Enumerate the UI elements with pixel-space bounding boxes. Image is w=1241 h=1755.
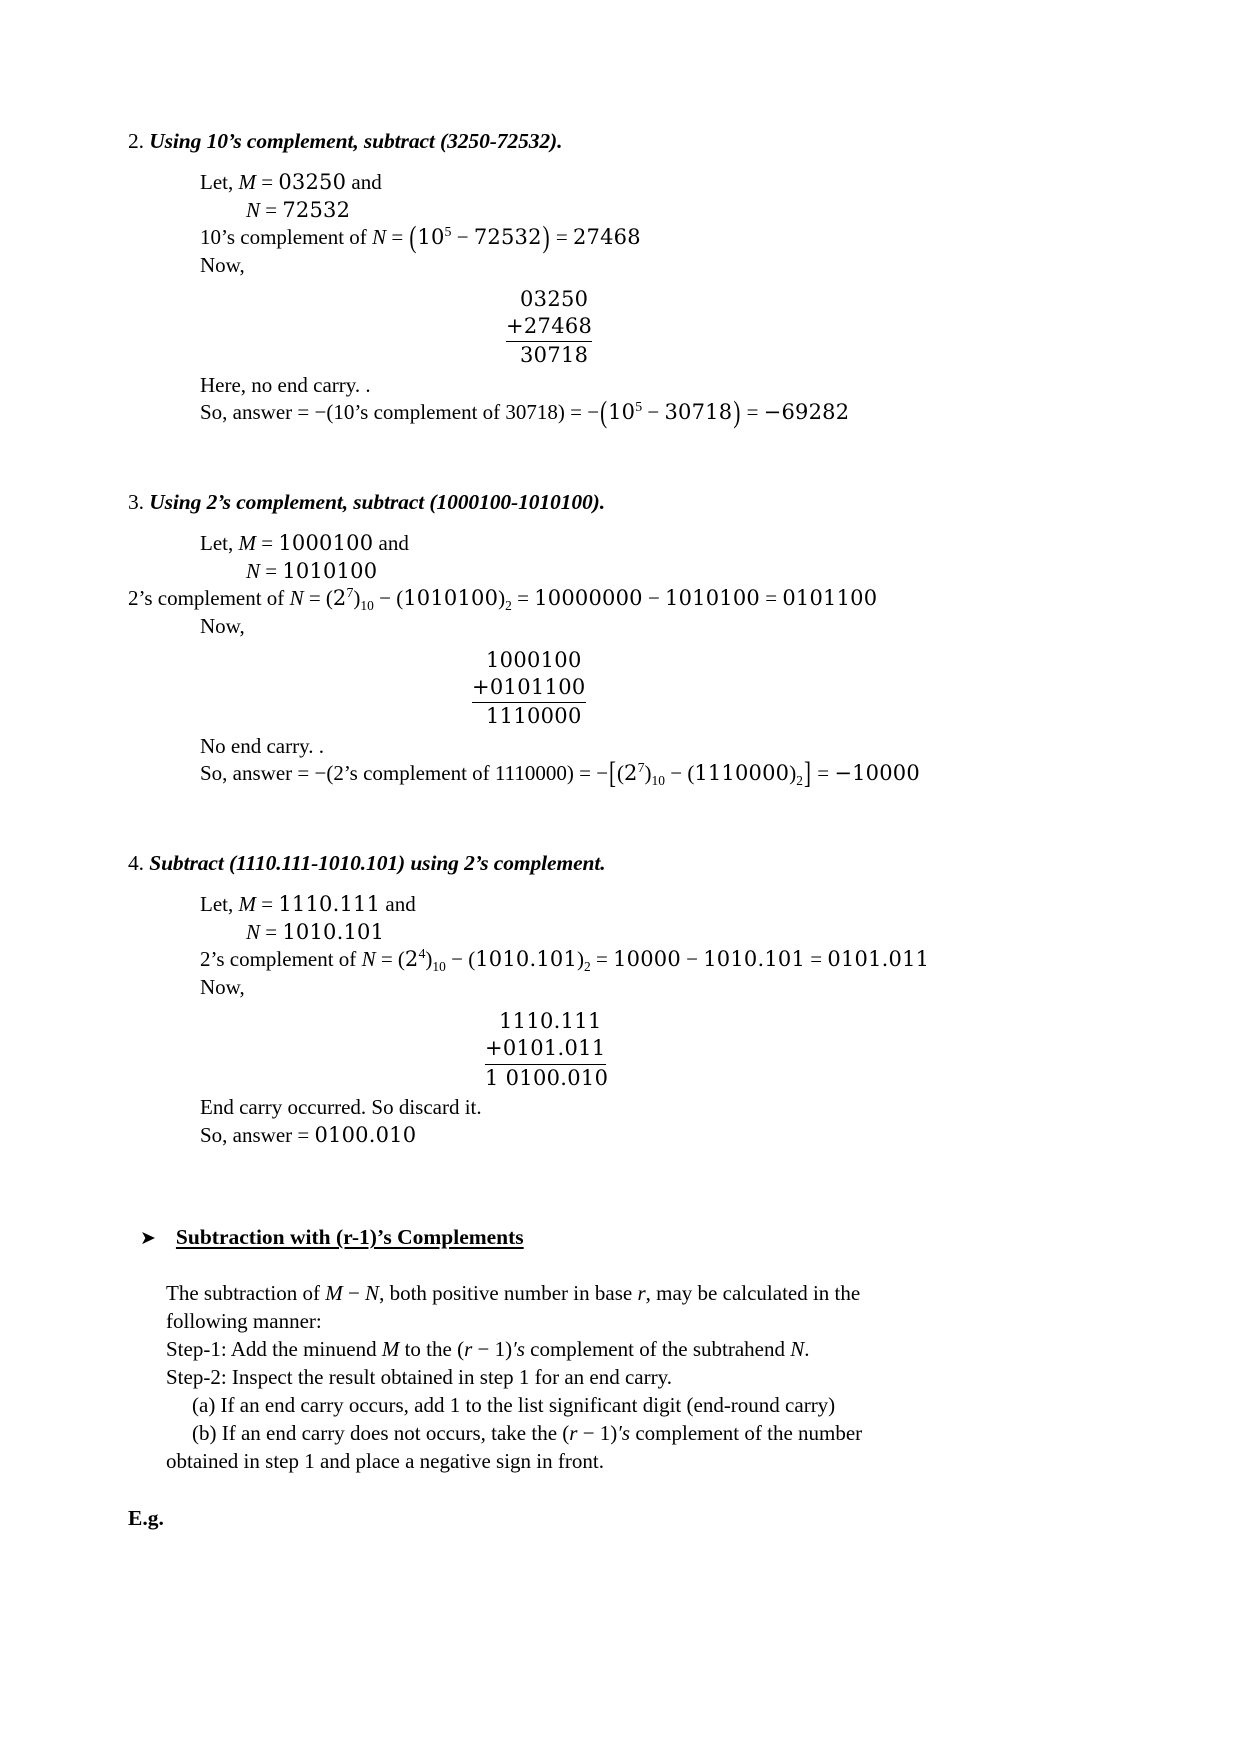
intro-text-b: , both positive number in base <box>379 1281 633 1306</box>
complement-equals-2: = <box>595 947 608 972</box>
complement-equals-2: = <box>517 586 529 611</box>
answer-negate-close: ) <box>566 761 574 786</box>
problem-4-let-m <box>200 891 1118 919</box>
addend-top: 1000100 <box>486 647 582 672</box>
step-2a-line: (a) If an end carry occurs, add 1 to the list significant digit (end-round carry) <box>192 1392 836 1417</box>
complement-prefix: 2’s complement of <box>200 947 357 972</box>
problem-2-now <box>200 252 1118 280</box>
answer-inner-minus: − <box>647 400 660 425</box>
problem-2-number: 2. <box>128 129 144 153</box>
problem-4-answer <box>200 1122 1118 1150</box>
complement-variable: N <box>289 586 304 611</box>
answer-bracket-open: [ <box>609 755 617 791</box>
complement-subscript-2: 2 <box>505 598 512 614</box>
step-1-text-c: complement of the subtrahend <box>530 1337 785 1362</box>
complement-prefix: 10’s complement of <box>200 225 367 250</box>
complement-mid-2: 1010100 <box>665 586 760 611</box>
problem-4-carry-note: End carry occurred. So discard it. <box>200 1094 482 1119</box>
m-value: 1110.111 <box>278 892 381 917</box>
step-2b-paren-close: ) <box>610 1420 618 1445</box>
problem-4-now <box>200 974 1118 1002</box>
problem-3-let-n <box>200 558 1118 586</box>
complement-equals-3: = <box>810 947 823 972</box>
complement-variable: N <box>361 947 376 972</box>
complement-subscript-2: 2 <box>584 959 591 975</box>
step-2b-line-2: obtained in step 1 and place a negative sign in front. <box>166 1448 604 1473</box>
n-variable: N <box>246 558 261 583</box>
answer-exponent: 5 <box>635 399 643 415</box>
problem-4-work <box>200 891 1118 1149</box>
addition-result: 1 0100.010 <box>485 1065 609 1090</box>
complement-equals: = <box>380 947 393 972</box>
problem-4-let-n <box>200 919 1118 947</box>
problem-3-complement-line <box>128 585 1118 613</box>
complement-result: 0101100 <box>782 586 878 611</box>
intro-text-c: , may be calculated in the <box>645 1281 861 1306</box>
arrow-bullet-icon: ➤ <box>140 1228 156 1250</box>
problem-3-number: 3. <box>128 490 144 515</box>
intro-n-variable: N <box>365 1281 380 1306</box>
answer-final-value: 0100.010 <box>314 1122 417 1147</box>
paren-close-2: ) <box>577 947 585 972</box>
answer-exponent: 7 <box>637 760 645 776</box>
answer-negate-close: ) <box>557 400 565 425</box>
n-equals: = <box>265 558 278 583</box>
now-label: Now, <box>200 614 245 639</box>
problem-4-addition-block <box>485 1008 1118 1092</box>
complement-operand: 1010100 <box>403 586 499 611</box>
answer-subscript-2: 2 <box>796 773 803 789</box>
step-2-line <box>166 1364 1046 1392</box>
n-equals: = <box>265 197 278 222</box>
m-equals: = <box>261 530 274 555</box>
complement-operand: 72532 <box>473 225 542 250</box>
addition-result: 1110000 <box>486 704 582 729</box>
intro-line-1 <box>166 1280 1046 1308</box>
n-equals: = <box>265 919 278 944</box>
addend-top: 03250 <box>520 286 589 311</box>
intro-text-a: The subtraction of <box>166 1281 320 1306</box>
step-2-text: Inspect the result obtained in step 1 for an end carry. <box>231 1365 672 1389</box>
answer-minus-2: − <box>596 761 609 786</box>
m-equals: = <box>261 892 274 917</box>
answer-label: So, answer <box>200 1122 293 1147</box>
m-variable: M <box>238 892 256 917</box>
n-value: 1010100 <box>282 558 378 583</box>
complement-exponent: 5 <box>444 224 452 240</box>
answer-label: So, answer <box>200 761 293 786</box>
section-title: Subtraction with (r-1)’s Complements <box>175 1225 524 1250</box>
complement-base: 2 <box>332 586 347 611</box>
complement-equals: = <box>391 225 404 250</box>
problem-3-carry-note: No end carry. . <box>200 733 325 758</box>
now-label: Now, <box>200 253 245 278</box>
and-word: and <box>351 169 382 194</box>
page-content <box>128 128 1118 1531</box>
answer-label: So, answer <box>200 400 293 425</box>
answer-equals-3: = <box>746 400 759 425</box>
step-1-paren-open: ( <box>457 1337 465 1362</box>
complement-operand: 1010.101 <box>475 947 578 972</box>
answer-complement-text: 10’s complement of 30718 <box>333 400 558 425</box>
complement-exponent: 4 <box>418 946 426 962</box>
answer-complement-text: 2’s complement of 1110000 <box>333 761 567 786</box>
problem-3-title: Using 2’s complement, subtract (1000100-1010100). <box>149 490 605 515</box>
problem-3-let-m <box>200 530 1118 558</box>
complement-prefix: 2’s complement of <box>128 586 285 611</box>
step-1-line <box>166 1336 1046 1364</box>
complement-minus-2: − <box>647 586 660 611</box>
step-1-m-variable: M <box>381 1337 400 1362</box>
answer-bracket-close: ] <box>803 755 811 791</box>
n-variable: N <box>246 197 261 222</box>
complement-exponent: 7 <box>346 585 354 601</box>
intro-r-variable: r <box>637 1281 646 1306</box>
complement-equals-2: = <box>555 225 568 250</box>
answer-equals-2: = <box>570 400 582 425</box>
problem-2-title: Using 10’s complement, subtract (3250-72532). <box>149 129 563 153</box>
complement-equals: = <box>308 586 321 611</box>
answer-paren-close-2: ) <box>789 761 797 786</box>
step-1-text-b: to the <box>404 1337 452 1362</box>
paren-open: ( <box>397 947 405 972</box>
addend-bottom: +0101100 <box>472 674 586 703</box>
step-1-paren-close: ) <box>505 1337 513 1362</box>
answer-final-value: −10000 <box>834 761 920 786</box>
answer-paren-open-2: ( <box>687 761 695 786</box>
problem-3-addition-block <box>472 647 1118 731</box>
complement-result: 27468 <box>572 225 641 250</box>
problem-2-complement-line <box>200 219 1118 255</box>
answer-paren-close: ) <box>644 761 652 786</box>
step-1-text-a: Add the minuend <box>230 1337 377 1362</box>
let-label: Let, <box>200 530 234 555</box>
answer-base: 10 <box>608 400 636 425</box>
step-2b-text-b: complement of the number <box>635 1420 863 1445</box>
answer-operand: 1110000 <box>694 761 790 786</box>
problem-2-let-m <box>200 169 1118 197</box>
problem-4-title: Subtract (1110.111-1010.101) using 2’s complement. <box>149 851 606 876</box>
problem-2-carry-note: Here, no end carry. . <box>200 372 371 397</box>
step-1-n-variable: N <box>790 1337 805 1362</box>
complement-mid-2: 1010.101 <box>703 947 806 972</box>
paren-close-2: ) <box>498 586 506 611</box>
step-1-label: Step-1: <box>166 1337 227 1362</box>
answer-negate-open: −( <box>314 400 334 425</box>
step-2b-r-variable: r <box>569 1420 578 1445</box>
step-1-s-suffix: ′s <box>512 1337 525 1362</box>
intro-line-2: following manner: <box>166 1309 322 1334</box>
problem-2-answer <box>200 394 1118 430</box>
step-2-label: Step-2: <box>166 1365 227 1389</box>
let-label: Let, <box>200 892 234 917</box>
section-heading <box>140 1225 1118 1250</box>
answer-paren-open: ( <box>600 394 608 430</box>
intro-minus: − <box>347 1281 360 1306</box>
complement-base: 2 <box>404 947 419 972</box>
answer-negate-open: −( <box>314 761 334 786</box>
answer-equals-2: = <box>579 761 591 786</box>
and-word: and <box>378 530 409 555</box>
addition-result: 30718 <box>520 343 589 368</box>
m-equals: = <box>261 169 274 194</box>
complement-minus: − <box>451 947 463 972</box>
m-variable: M <box>238 169 256 194</box>
answer-paren-open: ( <box>617 761 625 786</box>
problem-3-now <box>200 613 1118 641</box>
step-1-minus: − <box>477 1337 490 1362</box>
complement-minus: − <box>456 225 469 250</box>
complement-subscript: 10 <box>432 959 446 975</box>
answer-inner-minus: − <box>670 761 683 786</box>
now-label: Now, <box>200 975 245 1000</box>
step-2b-paren-open: ( <box>562 1420 570 1445</box>
m-value: 1000100 <box>278 530 374 555</box>
step-2b-minus: − <box>582 1420 595 1445</box>
problem-3-heading <box>128 489 1118 516</box>
problem-2-let-n <box>200 197 1118 225</box>
answer-equals: = <box>297 1122 310 1147</box>
step-2b-text-a: (b) If an end carry does not occurs, take the <box>192 1420 558 1445</box>
step-2b-line <box>166 1420 1046 1448</box>
answer-minus-2: − <box>587 400 600 425</box>
answer-subscript: 10 <box>651 773 665 789</box>
step-1-period: . <box>804 1337 810 1362</box>
complement-base: 10 <box>417 225 445 250</box>
n-value: 1010.101 <box>282 919 385 944</box>
complement-minus-2: − <box>686 947 698 972</box>
answer-equals-3: = <box>817 761 830 786</box>
answer-equals: = <box>297 761 310 786</box>
intro-m-variable: M <box>325 1281 343 1306</box>
let-label: Let, <box>200 169 234 194</box>
complement-minus: − <box>379 586 391 611</box>
section-body <box>166 1280 1046 1475</box>
addend-bottom: +0101.011 <box>485 1035 606 1064</box>
eg-label: E.g. <box>128 1505 164 1530</box>
problem-2-addition-block <box>506 286 1118 370</box>
problem-2-heading <box>128 128 1118 155</box>
complement-mid-1: 10000 <box>613 947 681 972</box>
problem-4-complement-line <box>200 946 1118 974</box>
paren-close: ) <box>353 586 361 611</box>
complement-equals-3: = <box>765 586 778 611</box>
answer-equals: = <box>297 400 310 425</box>
problem-3-answer <box>200 755 1118 791</box>
step-2b-one: 1 <box>599 1420 611 1445</box>
complement-subscript: 10 <box>360 598 374 614</box>
n-value: 72532 <box>282 197 351 222</box>
answer-paren-close: ) <box>733 394 741 430</box>
complement-result: 0101.011 <box>827 947 930 972</box>
n-variable: N <box>246 919 261 944</box>
problem-3-work <box>128 530 1118 791</box>
m-variable: M <box>238 530 256 555</box>
complement-variable: N <box>372 225 387 250</box>
step-1-one: 1 <box>494 1337 506 1362</box>
answer-base: 2 <box>624 761 638 786</box>
addend-bottom: +27468 <box>506 313 592 342</box>
answer-final-value: −69282 <box>763 400 850 425</box>
problem-2-work <box>200 169 1118 430</box>
problem-4-heading <box>128 850 1118 877</box>
paren-open: ( <box>409 219 417 255</box>
paren-close: ) <box>542 219 550 255</box>
paren-close: ) <box>425 947 433 972</box>
m-value: 03250 <box>278 169 347 194</box>
and-word: and <box>385 892 416 917</box>
paren-open-2: ( <box>468 947 476 972</box>
complement-mid-1: 10000000 <box>534 586 643 611</box>
step-1-r-variable: r <box>464 1337 473 1362</box>
problem-4-number: 4. <box>128 851 144 876</box>
paren-open-2: ( <box>396 586 404 611</box>
step-2b-s-suffix: ′s <box>617 1420 631 1445</box>
paren-open: ( <box>325 586 333 611</box>
answer-operand: 30718 <box>664 400 733 425</box>
addend-top: 1110.111 <box>499 1008 602 1033</box>
